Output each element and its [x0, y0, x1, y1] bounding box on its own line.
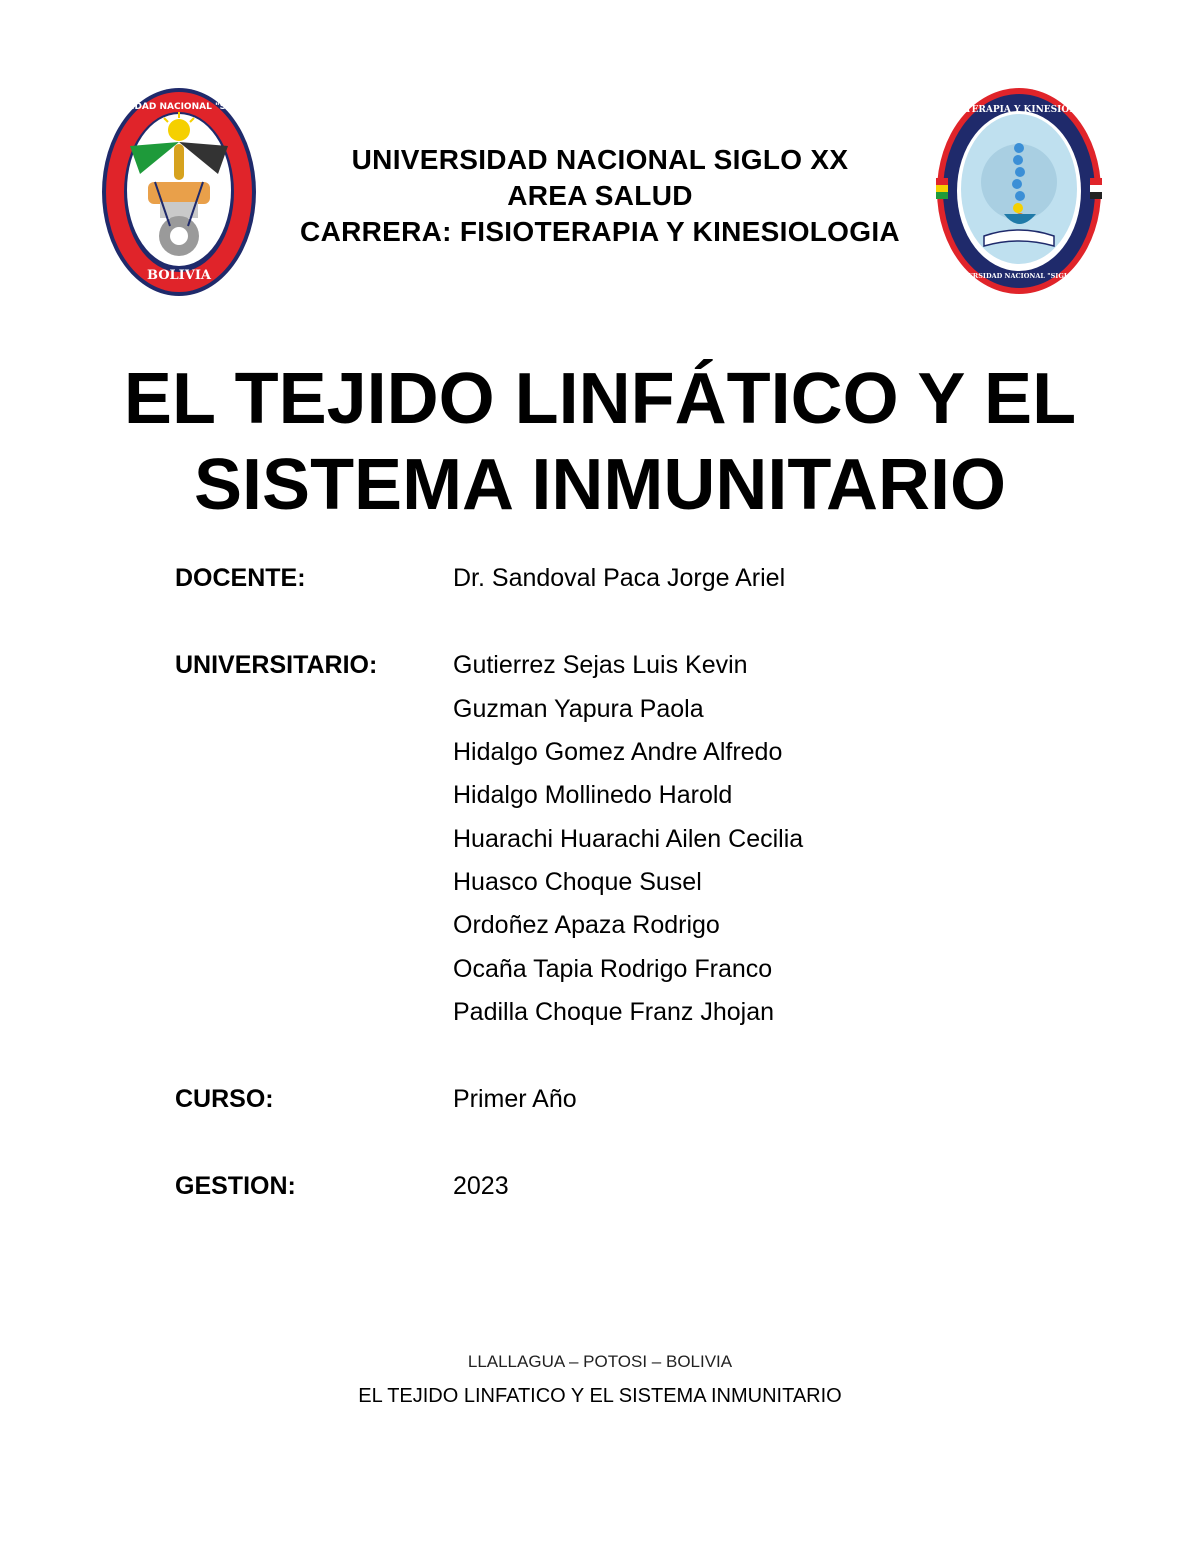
list-item: Hidalgo Mollinedo Harold: [453, 781, 733, 809]
footer-title: EL TEJIDO LINFATICO Y EL SISTEMA INMUNITARIO: [358, 1385, 842, 1407]
title-line-2: SISTEMA INMUNITARIO: [194, 445, 1006, 525]
document-title: [60, 356, 1140, 528]
institution-header: [260, 142, 940, 250]
list-item: Ordoñez Apaza Rodrigo: [453, 911, 720, 939]
seal-arc-text: UNIVERSIDAD NACIONAL "SIGLO XX": [86, 102, 272, 112]
list-item: Hidalgo Gomez Andre Alfredo: [453, 738, 783, 766]
list-item: Guzman Yapura Paola: [453, 695, 704, 723]
list-item: Huasco Choque Susel: [453, 868, 702, 896]
docente-value: Dr. Sandoval Paca Jorge Ariel: [453, 564, 786, 592]
career-seal-logo: [934, 86, 1104, 296]
list-item: Gutierrez Sejas Luis Kevin: [453, 651, 748, 679]
title-line-1: EL TEJIDO LINFÁTICO Y EL: [123, 359, 1077, 439]
area-name: AREA SALUD: [507, 180, 693, 211]
docente-label: DOCENTE:: [175, 564, 306, 592]
list-item: Padilla Choque Franz Jhojan: [453, 998, 775, 1026]
career-name: CARRERA: FISIOTERAPIA Y KINESIOLOGIA: [300, 216, 900, 247]
gestion-label: GESTION:: [175, 1172, 296, 1200]
curso-value: Primer Año: [453, 1085, 577, 1113]
seal-bolivia-text: BOLIVIA: [146, 268, 212, 283]
university-seal-logo: [86, 86, 272, 298]
curso-label: CURSO:: [175, 1085, 274, 1113]
list-item: Huarachi Huarachi Ailen Cecilia: [453, 825, 804, 853]
seal-bottom-text: UNIVERSIDAD NACIONAL "SIGLO XX": [948, 272, 1090, 280]
universitario-label: UNIVERSITARIO:: [175, 651, 378, 679]
list-item: Ocaña Tapia Rodrigo Franco: [453, 955, 773, 983]
footer-location: LLALLAGUA – POTOSI – BOLIVIA: [467, 1352, 733, 1371]
gestion-value: 2023: [453, 1172, 509, 1200]
university-name: UNIVERSIDAD NACIONAL SIGLO XX: [351, 144, 849, 175]
seal-arc-text: FISIOTERAPIA Y KINESIOLOGIA: [935, 105, 1103, 115]
